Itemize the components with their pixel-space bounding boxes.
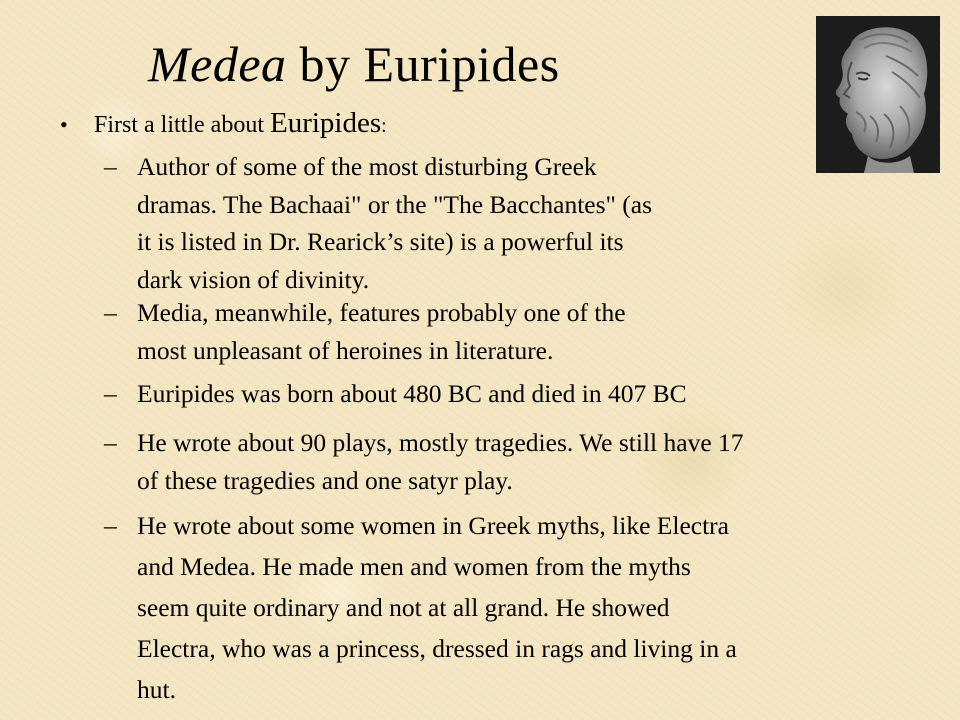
intro-lead-text: First a little about [94,112,270,138]
sub-marker: – [104,428,117,457]
text-line: seem quite ordinary and not at all grand. He showed [137,593,670,622]
sub-item-media-heroine [104,294,794,369]
sub-marker: – [104,511,117,540]
text-line: He wrote about 90 plays, mostly tragedies. We still have 17 [137,428,744,457]
text-line: and Medea. He made men and women from the myths [137,552,691,581]
sub-marker: – [104,152,117,181]
intro-bullet [60,105,387,144]
sub-item-text [137,294,794,369]
sub-item-plays-count [104,424,904,499]
text-line: He wrote about some women in Greek myths, like Electra [137,511,729,540]
text-line: Electra, who was a princess, dressed in rags and living in a [137,634,737,663]
sub-item-disturbing-dramas [104,148,794,298]
intro-lead-colon: : [381,115,387,137]
sub-item-text [137,505,904,710]
bust-icon [816,16,940,173]
text-line: Media, meanwhile, features probably one of the [137,298,626,327]
title-work-name: Medea [148,36,287,92]
sub-marker: – [104,298,117,327]
sub-marker: – [104,379,117,408]
text-line: dark vision of divinity. [137,264,370,294]
intro-lead-name: Euripides [269,107,382,139]
euripides-portrait-image [816,16,940,173]
text-line: of these tragedies and one satyr play. [137,465,513,495]
text-line: hut. [137,675,176,704]
text-line: Author of some of the most disturbing Greek [137,152,597,181]
sub-item-text [137,424,904,499]
text-line: it is listed in Dr. Rearick’s site) is a powerful its [137,227,624,256]
slide-title [148,34,560,94]
sub-item-text [137,375,904,413]
bullet-marker: • [60,112,68,137]
sub-item-women-in-myths [104,505,904,710]
text-line: most unpleasant of heroines in literature. [137,335,554,365]
text-line: dramas. The Bachaai" or the "The Bacchantes" (as [137,189,653,219]
sub-item-text [137,148,794,298]
sub-item-birth-death [104,375,904,413]
text-line: Euripides was born about 480 BC and died in 407 BC [137,379,687,408]
title-author: by Euripides [286,36,560,92]
